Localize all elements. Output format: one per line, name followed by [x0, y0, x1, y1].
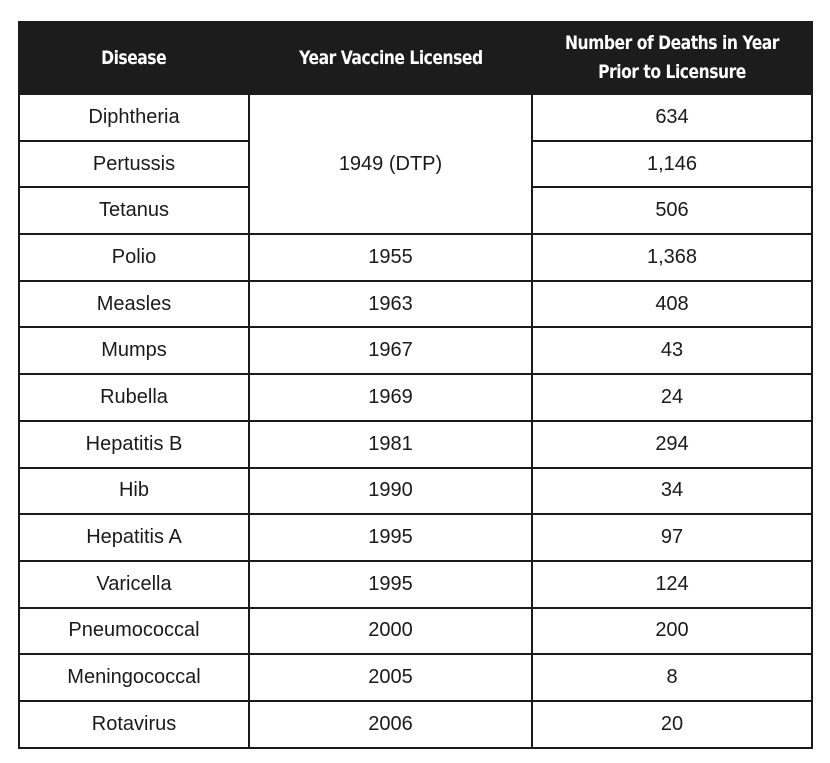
table-row	[19, 654, 812, 701]
header-row	[19, 22, 812, 94]
vaccine-deaths-table	[18, 21, 813, 749]
table-header	[19, 22, 812, 94]
deaths-cell: 634	[532, 94, 812, 141]
table-row	[19, 514, 812, 561]
deaths-cell: 294	[532, 421, 812, 468]
disease-cell: Rubella	[19, 374, 249, 421]
disease-cell: Rotavirus	[19, 701, 249, 748]
deaths-cell: 124	[532, 561, 812, 608]
year-cell: 1995	[249, 561, 532, 608]
table-row	[19, 608, 812, 655]
year-cell: 1995	[249, 514, 532, 561]
table-row	[19, 701, 812, 748]
disease-cell: Tetanus	[19, 187, 249, 234]
year-cell: 1969	[249, 374, 532, 421]
deaths-cell: 20	[532, 701, 812, 748]
year-cell: 1990	[249, 468, 532, 515]
header-deaths: Number of Deaths in Year Prior to Licensure	[532, 22, 812, 94]
disease-cell: Mumps	[19, 327, 249, 374]
year-cell: 2006	[249, 701, 532, 748]
year-cell: 1963	[249, 281, 532, 328]
table-row	[19, 234, 812, 281]
table-body	[19, 94, 812, 748]
table-row	[19, 327, 812, 374]
disease-cell: Polio	[19, 234, 249, 281]
year-cell-merged: 1949 (DTP)	[249, 94, 532, 234]
table-row	[19, 468, 812, 515]
deaths-cell: 34	[532, 468, 812, 515]
deaths-cell: 97	[532, 514, 812, 561]
deaths-cell: 43	[532, 327, 812, 374]
table-row	[19, 281, 812, 328]
disease-cell: Hib	[19, 468, 249, 515]
disease-cell: Diphtheria	[19, 94, 249, 141]
disease-cell: Pneumococcal	[19, 608, 249, 655]
header-year-licensed: Year Vaccine Licensed	[249, 22, 532, 94]
year-cell: 2000	[249, 608, 532, 655]
year-cell: 1955	[249, 234, 532, 281]
deaths-cell: 1,146	[532, 141, 812, 188]
table-row	[19, 421, 812, 468]
disease-cell: Measles	[19, 281, 249, 328]
deaths-cell: 1,368	[532, 234, 812, 281]
disease-cell: Varicella	[19, 561, 249, 608]
year-cell: 1967	[249, 327, 532, 374]
table-row	[19, 94, 812, 141]
disease-cell: Pertussis	[19, 141, 249, 188]
deaths-cell: 8	[532, 654, 812, 701]
deaths-cell: 408	[532, 281, 812, 328]
table-row	[19, 561, 812, 608]
year-cell: 1981	[249, 421, 532, 468]
table-row	[19, 374, 812, 421]
deaths-cell: 200	[532, 608, 812, 655]
disease-cell: Hepatitis B	[19, 421, 249, 468]
disease-cell: Meningococcal	[19, 654, 249, 701]
deaths-cell: 506	[532, 187, 812, 234]
deaths-cell: 24	[532, 374, 812, 421]
header-disease: Disease	[19, 22, 249, 94]
disease-cell: Hepatitis A	[19, 514, 249, 561]
year-cell: 2005	[249, 654, 532, 701]
